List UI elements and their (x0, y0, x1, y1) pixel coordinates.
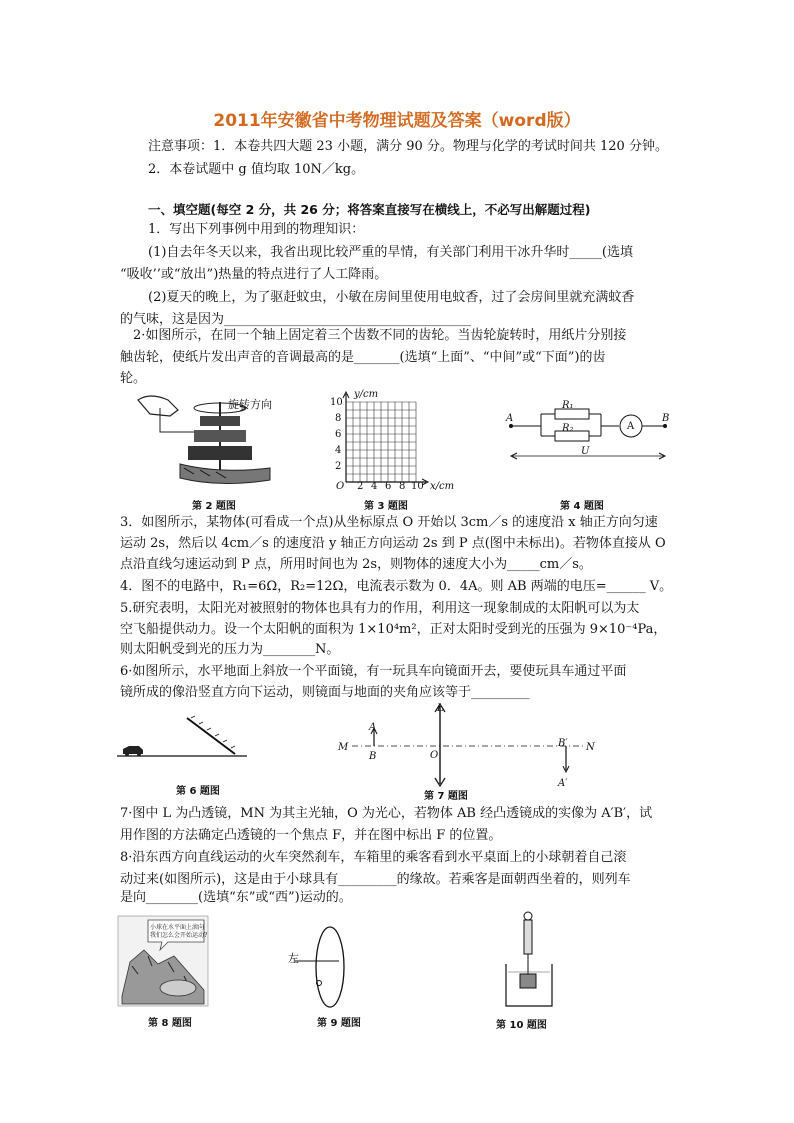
figure-3-caption: 第 3 题图 (364, 501, 408, 512)
question-7-cont: 用作图的方法确定凸透镜的一个焦点 F，并在图中标出 F 的位置。 (120, 828, 502, 843)
question-1-part-1-cont: “吸收’’或“放出”)热量的特点进行了人工降雨。 (120, 267, 388, 282)
question-6-cont: 镜所成的像沿竖直方向下运动，则镜面与地面的夹角应该等于_________ (120, 685, 530, 700)
figure-3-xlabel: x/cm (430, 481, 455, 492)
figure-3-xtick-4: 4 (371, 481, 378, 492)
figure-3-xtick-8: 8 (399, 481, 406, 492)
figure-6-caption: 第 6 题图 (176, 786, 220, 797)
figure-3-xtick-6: 6 (385, 481, 392, 492)
figure-7-label-m: M (338, 742, 349, 753)
question-2-cont-2: 轮。 (120, 371, 147, 386)
question-5: 5.研究表明，太阳光对被照射的物体也具有力的作用，利用这一现象制成的太阳帆可以为太 (120, 601, 640, 616)
figure-8-bubble-line-1: 小球在水平面上滚向 (150, 924, 205, 931)
notes-line-2: 2．本卷试题中 g 值均取 10N／kg。 (148, 162, 365, 177)
figure-4-circuit (505, 396, 675, 468)
question-8-cont-2: 是向________(选填“东”或“西”)运动的。 (120, 890, 352, 905)
figure-3-grid (326, 392, 456, 492)
section-heading: 一、填空题(每空 2 分，共 26 分；将答案直接写在横线上，不必写出解题过程) (148, 202, 591, 217)
figure-3-ytick-4: 4 (335, 445, 342, 456)
question-1-part-2: (2)夏天的晚上，为了驱赶蚊虫，小敏在房间里使用电蚊香，过了会房间里就充满蚊香 (148, 290, 635, 305)
question-2-cont: 触齿轮，使纸片发出声音的音调最高的是_______(选填“上面”、“中间”或“下面”)的齿 (120, 350, 606, 365)
question-1: 1．写出下列事例中用到的物理知识： (148, 222, 365, 237)
question-2: 2·如图所示，在同一个轴上固定着三个齿数不同的齿轮。当齿轮旋转时，用纸片分别接 (133, 328, 627, 343)
figure-7-label-o: O (430, 750, 439, 761)
notes-line-1: 注意事项：1．本卷共四大题 23 小题，满分 90 分。物理与化学的考试时间共 120 分钟。 (148, 139, 668, 154)
page-title: 2011年安徽省中考物理试题及答案（word版） (213, 111, 581, 131)
question-1-part-2-cont: 的气味，这是因为______________________________________ (120, 312, 472, 327)
figure-4-label-a: A (506, 413, 514, 424)
figure-4-label-b: B (662, 413, 670, 424)
figure-2-label: 旋转方向 (228, 398, 272, 411)
figure-3-ytick-10: 10 (330, 397, 343, 408)
figure-3-ytick-8: 8 (335, 413, 342, 424)
figure-8-bubble-line-2: 我们怎么会开始运动? (150, 932, 208, 939)
figure-3-ytick-6: 6 (335, 429, 342, 440)
question-6: 6·如图所示，水平地面上斜放一个平面镜，有一玩具车向镜面开去，要使玩具车通过平面 (120, 664, 627, 679)
question-5-cont-2: 则太阳帆受到光的压力为________N。 (120, 642, 340, 657)
figure-7-label-b-prime: B′ (558, 738, 568, 749)
question-7: 7·图中 L 为凸透镜，MN 为其主光轴，O 为光心，若物体 AB 经凸透镜成的实像为 A′B′，试 (120, 806, 653, 821)
question-8-cont: 动过来(如图所示)，这是由于小球具有_________的缘故。若乘客是面朝西坐着的，则列车 (120, 872, 631, 887)
question-4: 4．图不的电路中，R₁=6Ω，R₂=12Ω，电流表示数为 0．4A。则 AB 两端的电压=______ V。 (120, 579, 673, 594)
figure-7-label-a: A (369, 722, 377, 733)
question-3: 3．如图所示，某物体(可看成一个点)从坐标原点 O 开始以 3cm／s 的速度沿 x 轴正方向匀速 (120, 515, 658, 530)
figure-8-caption: 第 8 题图 (148, 1018, 192, 1029)
question-5-cont: 空飞船提供动力。设一个太阳帆的面积为 1×10⁴m²，正对太阳时受到光的压强为 9×10⁻⁴Pa， (120, 622, 667, 637)
figure-10-caption: 第 10 题图 (496, 1020, 547, 1031)
figure-3-ylabel: y/cm (354, 389, 379, 400)
figure-7-label-a-prime: A′ (558, 778, 568, 789)
figure-7-label-l: L (437, 703, 444, 714)
figure-7-label-n: N (586, 742, 595, 753)
figure-10-beaker (500, 910, 560, 1012)
figure-3-xtick-10: 10 (411, 481, 424, 492)
figure-9-caption: 第 9 题图 (317, 1018, 361, 1029)
question-3-cont: 运动 2s，然后以 4cm／s 的速度沿 y 轴正方向运动 2s 到 P 点(图中未标出)。若物体直接从 O (120, 536, 666, 551)
figure-7-caption: 第 7 题图 (424, 791, 468, 802)
figure-4-label-r1: R₁ (562, 400, 574, 411)
figure-3-ytick-2: 2 (335, 461, 342, 472)
figure-3-origin: O (336, 481, 345, 492)
figure-4-label-u: U (581, 446, 590, 457)
figure-9-label-left: 左 (288, 952, 299, 965)
figure-7-label-b: B (369, 751, 377, 762)
question-8: 8·沿东西方向直线运动的火车突然刹车，车箱里的乘客看到水平桌面上的小球朝着自己滚 (120, 850, 627, 865)
figure-2-caption: 第 2 题图 (192, 501, 236, 512)
figure-4-label-r2: R₂ (562, 423, 574, 434)
figure-3-xtick-2: 2 (357, 481, 364, 492)
question-3-cont-2: 点沿直线匀速运动到 P 点，所用时间也为 2s，则物体的速度大小为_____cm／s。 (120, 557, 592, 572)
figure-4-ammeter: A (627, 421, 635, 432)
figure-6-mirror (115, 712, 250, 762)
question-1-part-1: (1)自去年冬天以来，我省出现比较严重的旱情，有关部门利用干冰升华时_____(选填 (148, 245, 633, 260)
figure-4-caption: 第 4 题图 (560, 501, 604, 512)
